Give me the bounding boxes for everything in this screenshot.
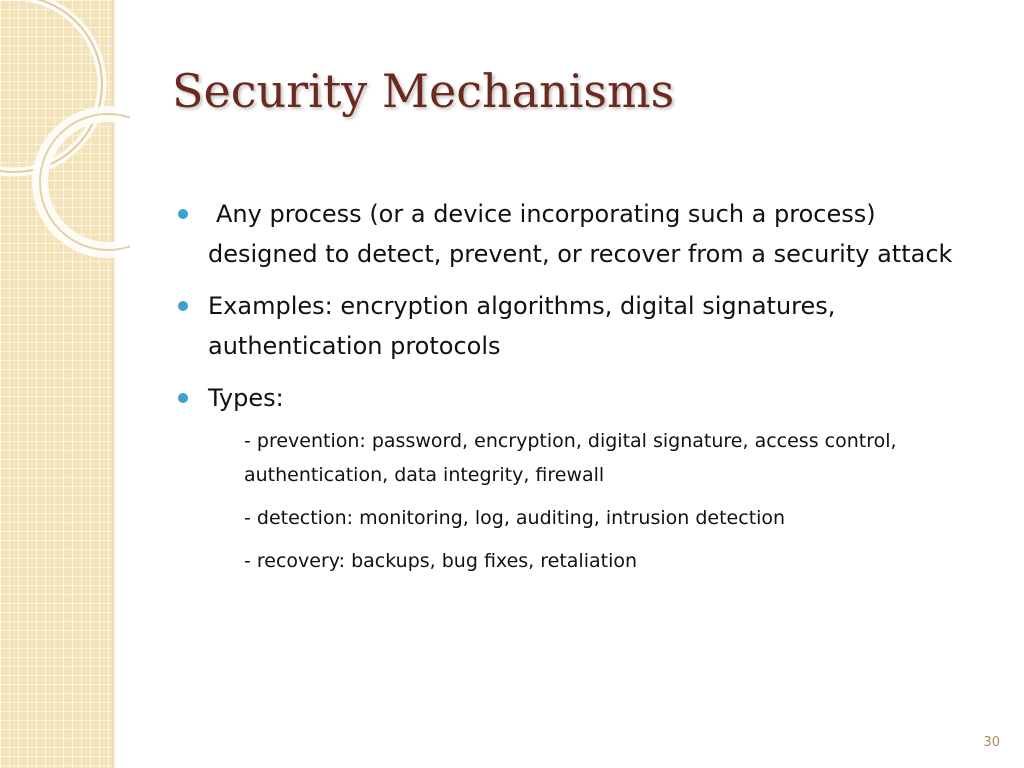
bullet-list <box>172 194 992 578</box>
types-list <box>244 424 992 578</box>
bullet-item <box>172 286 992 366</box>
bullet-icon <box>178 209 188 219</box>
slide-number: 30 <box>983 735 1000 750</box>
bullet-icon <box>178 301 188 311</box>
type-detection: - detection: monitoring, log, auditing, intrusion detection <box>244 507 786 529</box>
type-recovery: - recovery: backups, bug fixes, retaliation <box>244 550 638 572</box>
bullet-text: Types: <box>208 384 284 412</box>
bullet-text: Any process (or a device incorporating such a process) designed to detect, prevent, or recover from a security attack <box>208 200 953 268</box>
bullet-icon <box>178 393 188 403</box>
bullet-item <box>172 378 992 578</box>
slide-title: Security Mechanisms <box>172 64 675 118</box>
bullet-item <box>172 194 992 274</box>
decorative-rings <box>0 0 130 260</box>
bullet-text: Examples: encryption algorithms, digital signatures, authentication protocols <box>208 292 836 360</box>
slide-content <box>172 194 992 590</box>
type-prevention: - prevention: password, encryption, digital signature, access control, authentication, data integrity, firewall <box>244 430 897 486</box>
